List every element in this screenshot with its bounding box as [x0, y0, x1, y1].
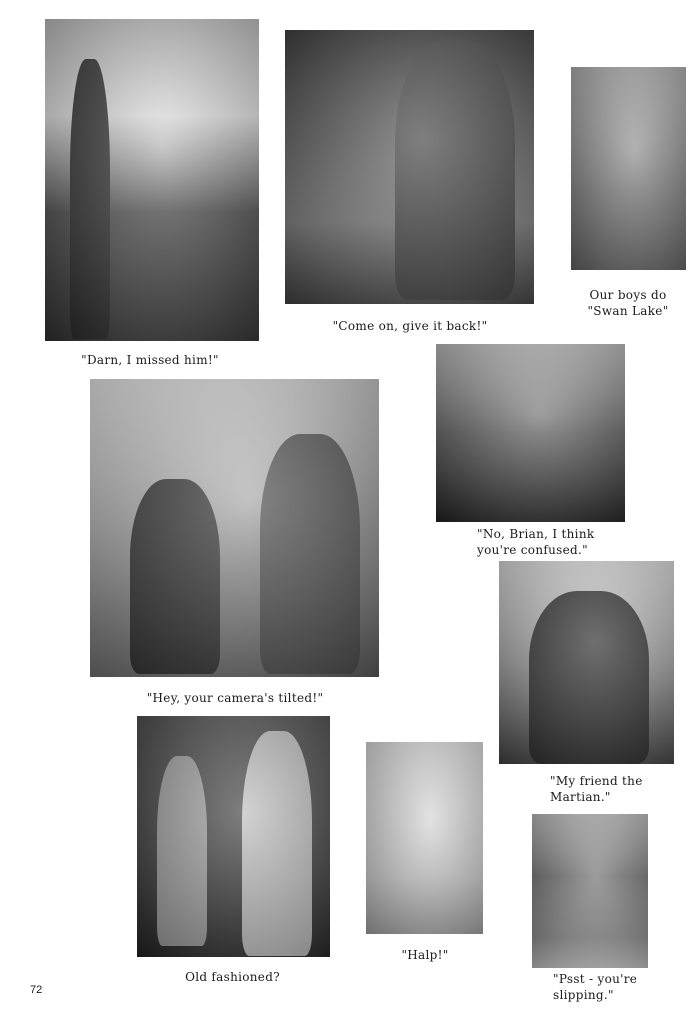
caption-darn: "Darn, I missed him!" — [81, 353, 219, 367]
photo-stage — [532, 814, 648, 968]
photo-martian — [499, 561, 674, 764]
photo-old-fashioned — [137, 716, 330, 957]
photo-give-it-back — [285, 30, 534, 304]
caption-come-on: "Come on, give it back!" — [332, 319, 488, 333]
page-number: 72 — [30, 984, 43, 996]
caption-brian: "No, Brian, I think you're confused." — [477, 527, 595, 557]
caption-martian: "My friend the Martian." — [550, 774, 643, 804]
caption-swan-lake: Our boys do "Swan Lake" — [587, 288, 669, 318]
caption-psst: "Psst - you're slipping." — [553, 972, 638, 1002]
photo-classroom-pole — [45, 19, 259, 341]
photo-pole-vault — [366, 742, 483, 934]
caption-halp: "Halp!" — [401, 948, 449, 962]
caption-old-fashioned: Old fashioned? — [185, 970, 280, 984]
caption-camera-tilted: "Hey, your camera's tilted!" — [146, 691, 324, 705]
photo-brian — [436, 344, 625, 522]
photo-hallway-tilted — [90, 379, 379, 677]
photo-basketball — [571, 67, 686, 270]
